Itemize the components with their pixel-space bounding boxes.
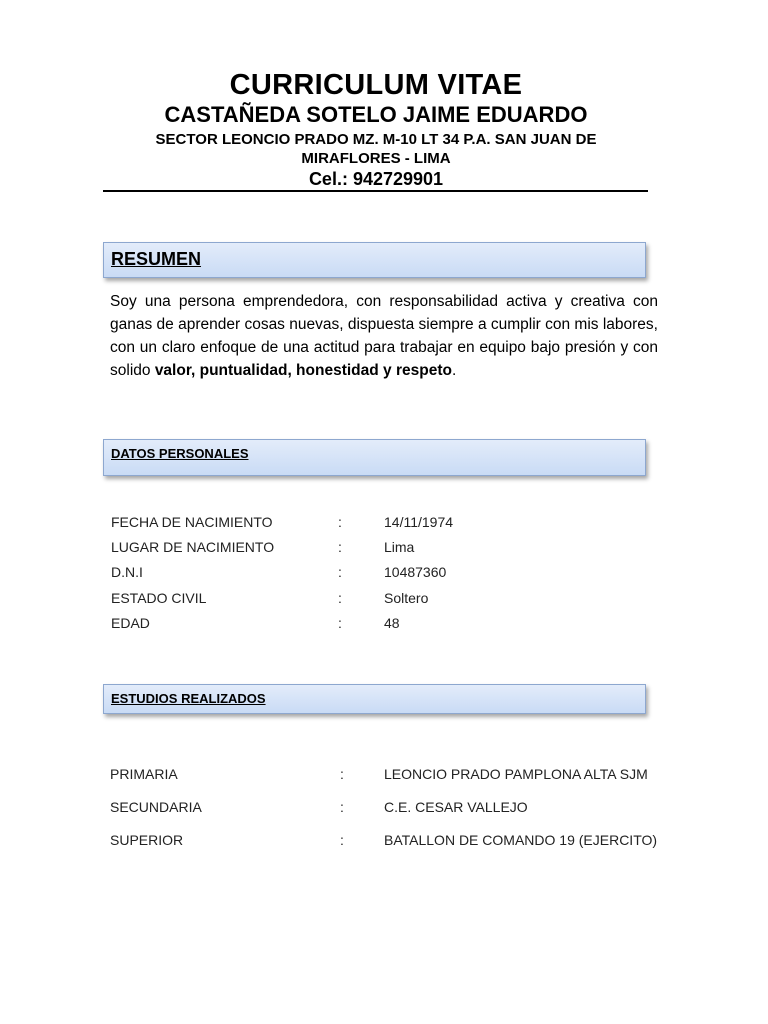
summary-paragraph xyxy=(110,290,658,382)
field-separator: : xyxy=(340,799,344,815)
education-institution: C.E. CESAR VALLEJO xyxy=(384,799,528,815)
field-value: Lima xyxy=(384,539,415,555)
field-label: LUGAR DE NACIMIENTO xyxy=(111,539,275,555)
section-title-resumen: RESUMEN xyxy=(111,249,202,269)
field-value: Soltero xyxy=(384,590,429,606)
section-title-datos-personales: DATOS PERSONALES xyxy=(111,446,249,461)
phone-number: Cel.: 942729901 xyxy=(308,169,444,189)
field-label: ESTADO CIVIL xyxy=(111,590,207,606)
summary-values: valor, puntualidad, honestidad y respeto xyxy=(154,362,452,379)
education-level: PRIMARIA xyxy=(110,766,178,782)
education-level: SUPERIOR xyxy=(110,832,184,848)
field-separator: : xyxy=(338,539,342,555)
section-header-estudios xyxy=(103,684,646,714)
personal-data-row xyxy=(0,514,768,534)
education-row xyxy=(0,799,768,819)
document-title: CURRICULUM VITAE xyxy=(229,69,523,101)
education-row xyxy=(0,832,768,852)
field-separator: : xyxy=(338,514,342,530)
personal-data-row xyxy=(0,590,768,610)
education-institution: BATALLON DE COMANDO 19 (EJERCITO) xyxy=(384,832,658,848)
field-value: 14/11/1974 xyxy=(384,514,454,530)
field-value: 48 xyxy=(384,615,400,631)
section-title-estudios: ESTUDIOS REALIZADOS xyxy=(111,691,266,706)
field-separator: : xyxy=(338,564,342,580)
personal-data-row xyxy=(0,564,768,584)
field-label: D.N.I xyxy=(111,564,143,580)
personal-data-row xyxy=(0,615,768,635)
summary-end: . xyxy=(451,362,457,379)
summary-text: Soy una persona emprendedora, con responsabilidad activa y creativa con ganas de aprender cosas nuevas, dispuesta siempre a cumplir con mis labores, con un claro enfoque de una actitud para trabajar en equipo bajo presión y con solido xyxy=(110,293,658,379)
field-value: 10487360 xyxy=(384,564,447,580)
section-header-resumen xyxy=(103,242,646,278)
section-header-datos-personales xyxy=(103,439,646,476)
field-separator: : xyxy=(338,590,342,606)
field-label: FECHA DE NACIMIENTO xyxy=(111,514,273,530)
education-institution: LEONCIO PRADO PAMPLONA ALTA SJM xyxy=(384,766,648,782)
field-separator: : xyxy=(340,832,344,848)
field-separator: : xyxy=(340,766,344,782)
personal-data-row xyxy=(0,539,768,559)
education-row xyxy=(0,766,768,786)
header-divider xyxy=(103,190,648,192)
cv-header xyxy=(104,68,648,190)
person-name: CASTAÑEDA SOTELO JAIME EDUARDO xyxy=(164,102,588,127)
education-level: SECUNDARIA xyxy=(110,799,202,815)
field-separator: : xyxy=(338,615,342,631)
address: SECTOR LEONCIO PRADO MZ. M-10 LT 34 P.A. SAN JUAN DE MIRAFLORES - LIMA xyxy=(155,131,597,167)
field-label: EDAD xyxy=(111,615,150,631)
